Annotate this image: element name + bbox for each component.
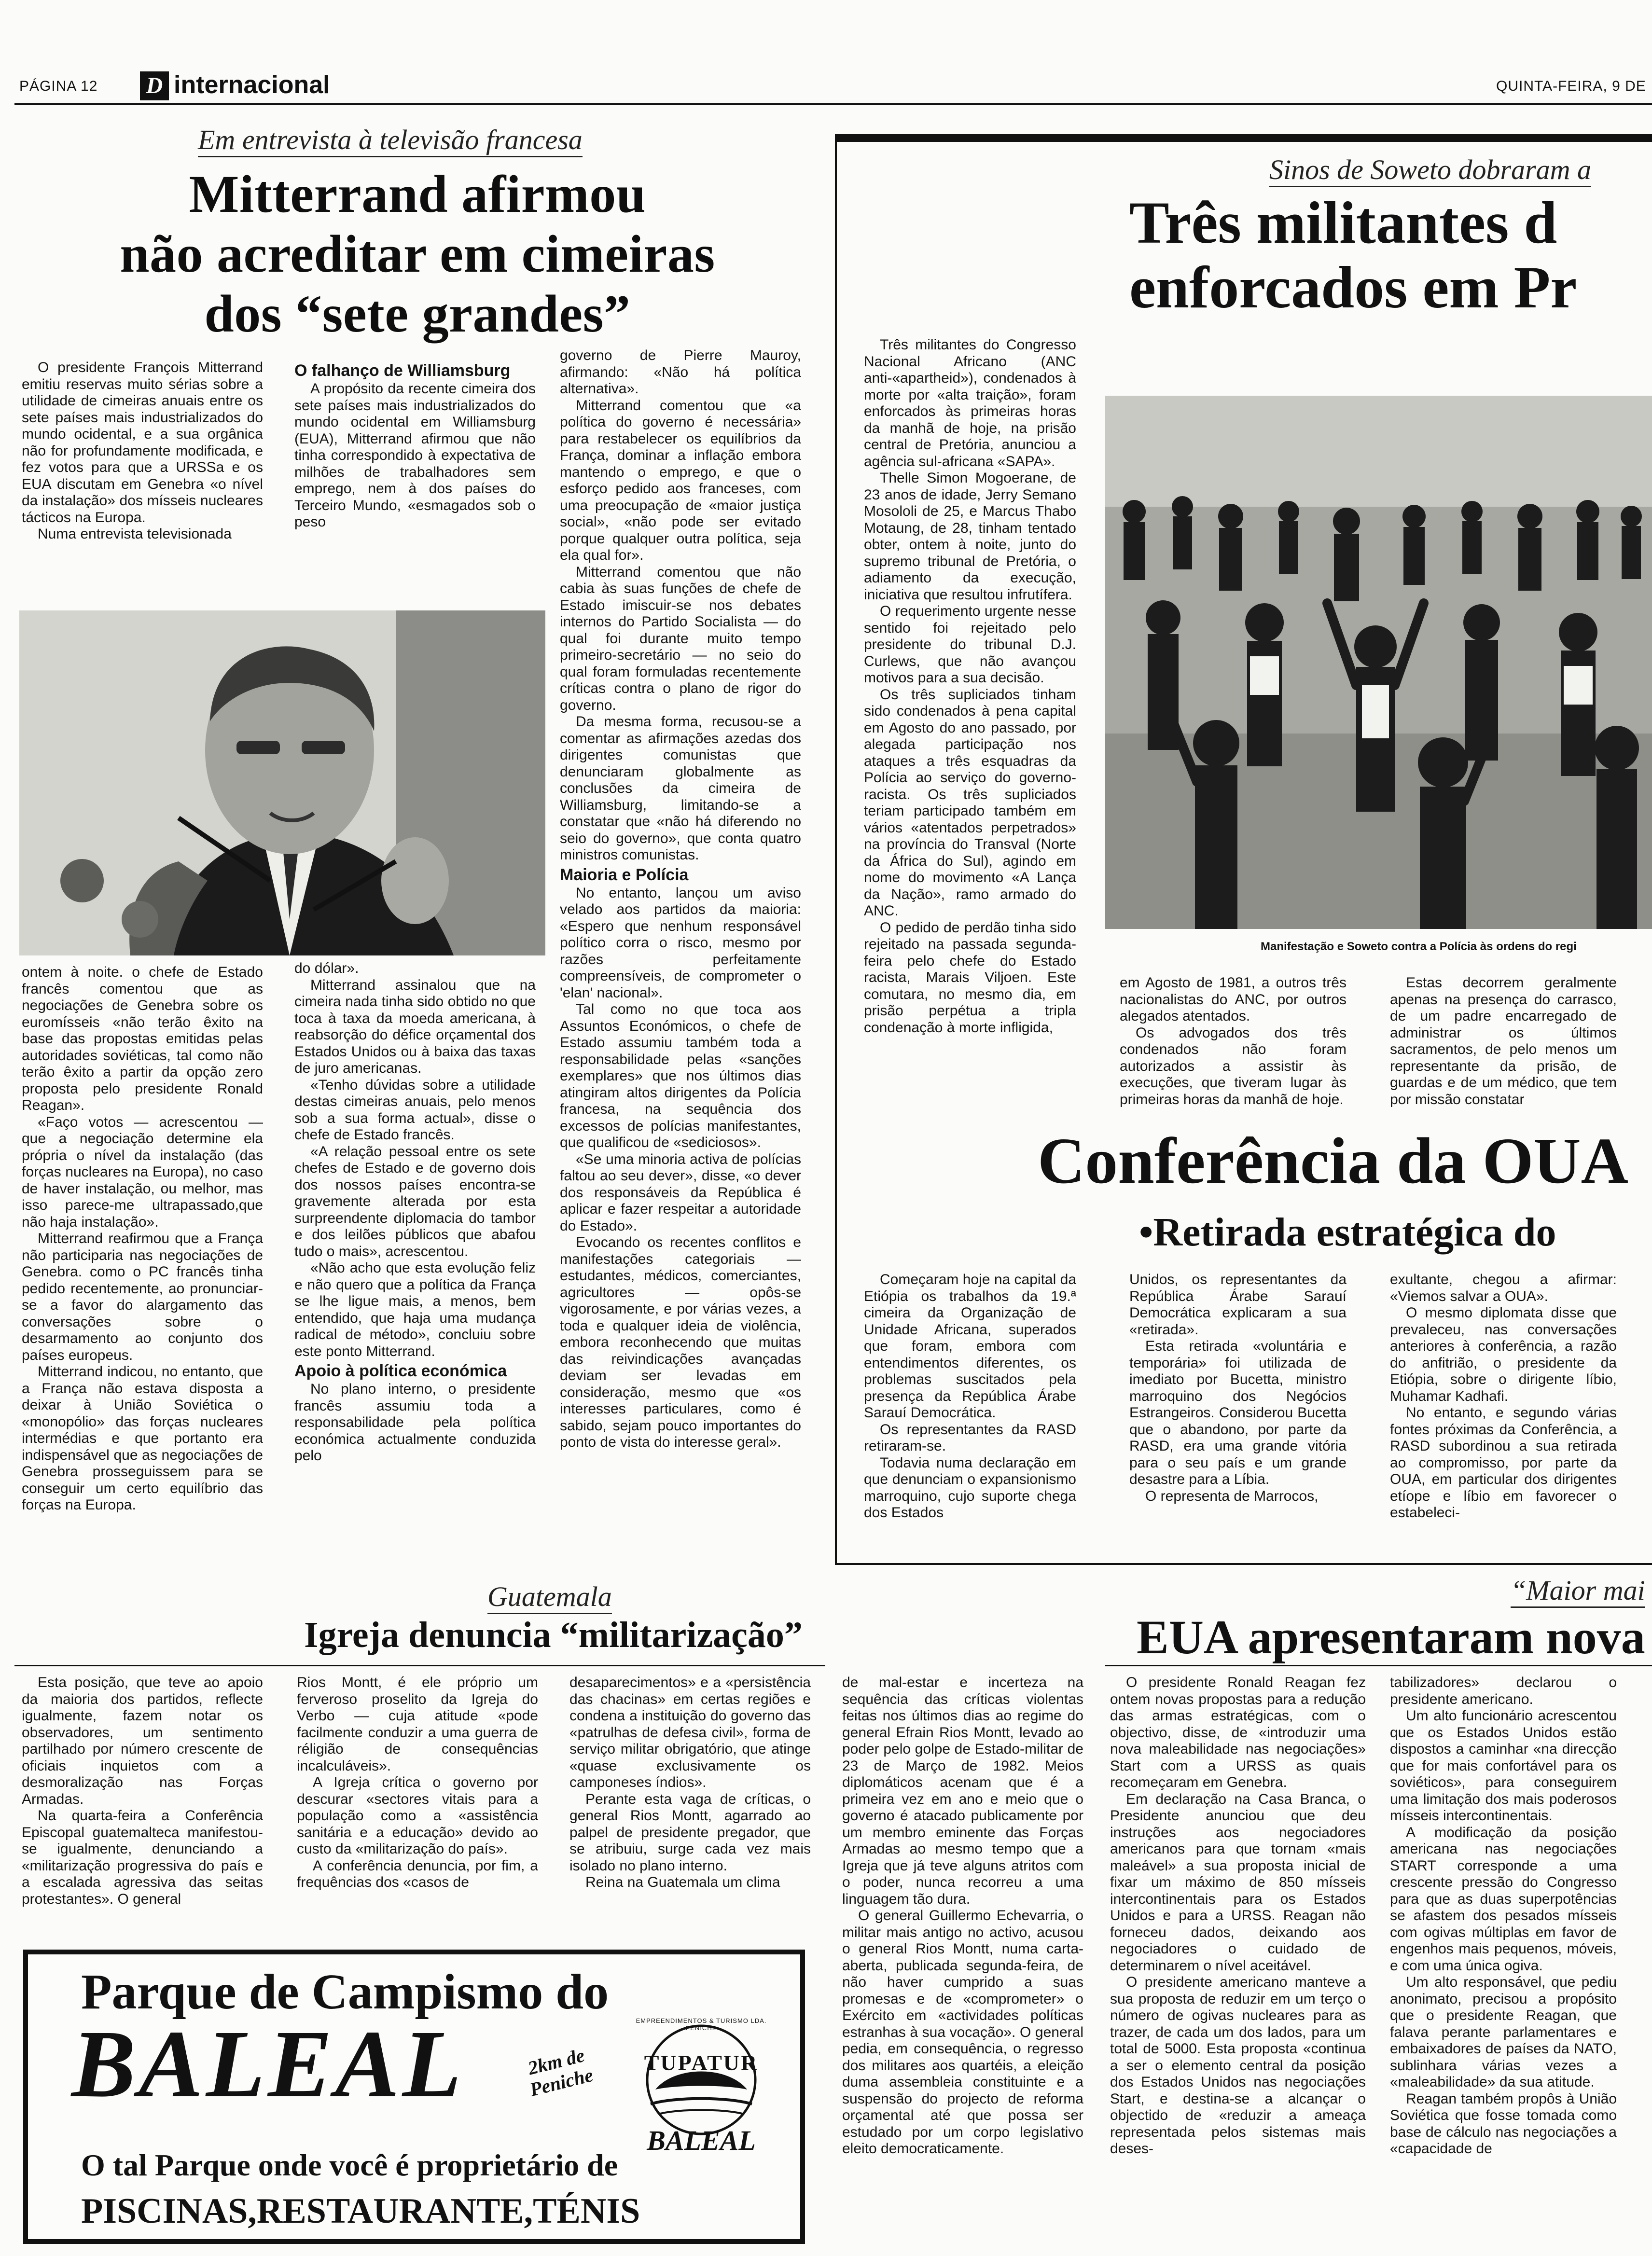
- paragraph: A Igreja crítica o governo por descurar «sectores vitais para a população como a «assistência sanitária e a educação» devido ao custo da «militarização do país».: [297, 1774, 538, 1857]
- ad-amenities: PISCINAS,RESTAURANTE,TÉNIS: [81, 2191, 640, 2231]
- tupatur-logo: [622, 2012, 781, 2157]
- subheading: O falhanço de Williamsburg: [294, 361, 511, 380]
- paragraph: Evocando os recentes conflitos e manifestações categoriais —estudantes, médicos, comerciantes, agricultores — opôs-se vigorosamente, e por várias vezes, a toda e qualquer ideia de violência, embora reconhecendo que muitas das reivindicações avançadas deviam ser levadas em consideração, mesmo que «os interesses particulares, como é sabido, sejam pouco importantes do ponto de vista do interesse geral».: [560, 1234, 801, 1450]
- paragraph: Em declaração na Casa Branca, o Presidente anunciou que deu instruções aos negociadores americanos para que tornam «mais maleável» a sua proposta inicial de fixar um máximo de 850 mísseis intercontinentais para os Estados Unidos e para a URSS. Reagan não forneceu dados, deixando aos negociadores o cuidado de determinarem o nível aceitável.: [1110, 1791, 1366, 1974]
- paragraph: Reina na Guatemala um clima: [585, 1874, 780, 1890]
- paragraph: «Tenho dúvidas sobre a utilidade destas cimeiras anuais, pelo menos sob a sua forma actual», disse o chefe de Estado francês.: [294, 1077, 536, 1143]
- paragraph: governo de Pierre Mauroy, afirmando: «Não há política alternativa».: [560, 347, 801, 397]
- paragraph: A propósito da recente cimeira dos sete países mais industrializados do mundo ocidental em Williamsburg (EUA), Mitterrand afirmou que não tinha correspondido à expectativa de milhões de trabalhadores sem emprego, nem à dos países do Terceiro Mundo, «esmagados sob o peso: [294, 381, 536, 530]
- soweto-kicker: Sinos de Soweto dobraram a: [1269, 153, 1591, 187]
- eua-rule: [1105, 1665, 1652, 1666]
- mitterrand-col1-top: [22, 360, 263, 543]
- subheading: Apoio à política económica: [294, 1362, 507, 1380]
- mitterrand-headline-line1: Mitterrand afirmou: [189, 165, 646, 223]
- guatemala-rule: [14, 1665, 825, 1666]
- paragraph: Esta retirada «voluntária e temporária» foi utilizada de imediato por Bucetta, ministro marroquino dos Negócios Estrangeiros. Considerou Bucetta que o abandono, por parte da RASD, era uma grande vitória para o seu país e um grande desastre para a Líbia.: [1129, 1338, 1347, 1487]
- mitterrand-photo: [19, 610, 545, 955]
- paragraph: Mitterrand indicou, no entanto, que a França não estava disposta a deixar à União Soviética o «monopólio» das forças nucleares intermédias e que portanto era indispensável que as negociações de Genebra prosseguissem para se conseguir um certo equilíbrio das forças na Europa.: [22, 1364, 263, 1513]
- paragraph: Esta posição, que teve ao apoio da maioria dos partidos, reflecte igualmente, fazem notar os observadores, um sentimento partilhado por número crescente de oficiais inquietos com a desmoralização nas Forças Armadas.: [22, 1675, 263, 1807]
- eua-col1: [1110, 1675, 1366, 2158]
- paragraph: tabilizadores» declarou o presidente americano.: [1390, 1675, 1617, 1707]
- guatemala-kicker: Guatemala: [487, 1580, 612, 1614]
- logo-ring-text: EMPREENDIMENTOS & TURISMO LDA. PENICHE: [636, 2017, 767, 2032]
- ad-title: Parque de Campismo do: [81, 1964, 609, 2020]
- paragraph: «A relação pessoal entre os sete chefes de Estado e de governo dois dos nossos países encontra-se gravemente alterada por esta surpreendente diplomacia do tambor e dos leilões públicos que abafou tudo o mais», acrescentou.: [294, 1143, 536, 1259]
- soweto-photo-caption: Manifestação e Soweto contra a Polícia às ordens do regi: [1261, 940, 1577, 953]
- paragraph: No entanto, lançou um aviso velado aos partidos da maioria: «Espero que nenhum responsável político corra o risco, mesmo por razões perfeitamente compreensíveis, de comprometer o 'elan' nacional».: [560, 885, 801, 1001]
- paragraph: Mitterrand comentou que não cabia às suas funções de chefe de Estado imiscuir-se nos debates internos do Partido Socialista — do qual foi durante muito tempo primeiro-secretário — no seio do qual foram formuladas recentemente críticas contra o plano de rigor do governo.: [560, 564, 801, 713]
- soweto-col3: [1390, 975, 1617, 1108]
- paragraph: Os três supliciados tinham sido condenados à pena capital em Agosto do ano passado, por alegada participação nos ataques a três esquadras da Polícia ao serviço do governo-racista. Os três supliciados teriam participado também em vários «atentados perpetrados» na província do Transval (Norte da África do Sul), agindo em nome do movimento «A Lança da Nação», ramo armado do ANC.: [864, 686, 1076, 919]
- paragraph: Rios Montt, é ele próprio um ferveroso proselito da Igreja do Verbo — cuja atitude «pode facilmente conduzir a uma guerra de réligião de consequências incalculáveis».: [297, 1675, 538, 1774]
- paragraph: desaparecimentos» e a «persistência das chacinas» em certas regiões e condena a instituição do governo das «patrulhas de defesa civil», forma de serviço militar obrigatório, que atinge «quase exclusivamente os camponeses índios».: [569, 1675, 811, 1790]
- soweto-photo: [1105, 396, 1652, 929]
- portrait-illustration: [19, 610, 545, 955]
- paragraph: Numa entrevista televisionada: [38, 526, 232, 542]
- paragraph: Da mesma forma, recusou-se a comentar as afirmações azedas dos dirigentes comunistas que denunciaram globalmente as conclusões da cimeira de Williamsburg, limitando-se a constatar que «não há diferendo no seio do governo», que conta quatro ministros comunistas.: [560, 714, 801, 863]
- paragraph: No entanto, e segundo várias fontes próximas da Conferência, a RASD subordinou a sua retirada ao compromisso, por parte da OUA, em particular dos dirigentes etíope e líbio em favorecer o estabeleci-: [1390, 1405, 1617, 1521]
- section-name: internacional: [174, 71, 330, 99]
- oua-headline: Conferência da OUA: [1038, 1125, 1628, 1197]
- oua-col2: [1129, 1272, 1347, 1505]
- guatemala-headline: Igreja denuncia “militarização”: [304, 1615, 803, 1655]
- eua-col2: [1390, 1675, 1617, 2158]
- ad-brand: BALEAL: [71, 2011, 464, 2118]
- paragraph: Tal como no que toca aos Assuntos Económicos, o chefe de Estado assumiu também toda a responsabilidade pelas «sanções exemplares» que nos últimos dias atingiram altos dirigentes da Polícia francesa, na sequência dos excessos de polícias manifestantes, que qualificou de «sediciosos».: [560, 1001, 801, 1150]
- paragraph: O general Guillermo Echevarria, o militar mais antigo no activo, acusou o general Rios Montt, numa carta-aberta, publicada segunda-feira, de não haver cumprido a suas promesas e de «comprometer» o Exército em «actividades políticas estranhas à sua vocação». O general pedia, em consequência, o regresso dos militares aos quartéis, a eleição duma assembleia constituinte e a suspensão do projecto de reforma orçamental até que possa ser estudado por um corpo legislativo eleito democraticamente.: [842, 1908, 1083, 2157]
- mitterrand-col2-top: [294, 360, 536, 531]
- oua-col1: [864, 1272, 1076, 1522]
- guatemala-col4: [842, 1675, 1083, 2158]
- soweto-headline-line2: enforcados em Pr: [1129, 254, 1577, 320]
- logo-text: TUPATUR: [644, 2050, 759, 2075]
- paragraph: Três militantes do Congresso Nacional Africano (ANC anti-«apartheid»), condenados à morte por «alta traição», foram enforcados às primeiras horas da manhã de hoje, na prisão central de Pretória, anunciou a agência sul-africana «SAPA».: [864, 337, 1076, 470]
- mitterrand-headline-line3: dos “sete grandes”: [204, 284, 631, 343]
- paragraph: «Faço votos — acrescentou — que a negociação determine ela própria o nível da instalação (das forças nucleares na Europa), no caso de haver instalação, ou melhor, mas isso parece-me ultrapassado,que não haja instalação».: [22, 1114, 263, 1230]
- paragraph: O presidente Ronald Reagan fez ontem novas propostas para a redução das armas estratégicas, com o objectivo, disse, de «introduzir uma nova maleabilidade nas negociações» Start com a URSS as quais recomeçaram em Genebra.: [1110, 1675, 1366, 1790]
- page-label: PÁGINA 12: [19, 78, 98, 94]
- subheading: Maioria e Polícia: [560, 865, 689, 884]
- paragraph: O presidente americano manteve a sua proposta de reduzir em um terço o número de ogivas nucleares para as trazer, de cada um dos lados, para um total de 5000. Esta proposta «continua a ser o elemento central da posição dos Estados Unidos nas negociações Start, e destina-se a alcançar o objectido de «reduzir a ameaça representada pelos sistemas mais deses-: [1110, 1974, 1366, 2157]
- paragraph: O presidente François Mitterrand emitiu reservas muito sérias sobre a utilidade de cimeiras anuais entre os sete países mais industrializados do mundo ocidental, e a sua orgânica não for profundamente modificada, e fez votos para que a URSSa e os EUA discutam em Genebra «o nível da instalação» dos mísseis nucleares tácticos na Europa.: [22, 360, 263, 526]
- paragraph: exultante, chegou a afirmar: «Viemos salvar a OUA».: [1390, 1272, 1617, 1304]
- paragraph: Os advogados dos três condenados não foram autorizados a assistir às execuções, que tiveram lugar às primeiras horas da manhã de hoje.: [1120, 1024, 1347, 1107]
- paragraph: O requerimento urgente nesse sentido foi rejeitado pelo presidente do tribunal D.J. Curlews, que não avançou motivos para a sua decisão.: [864, 603, 1076, 686]
- paragraph: Unidos, os representantes da República Árabe Sarauí Democrática explicaram a sua «retirada».: [1129, 1272, 1347, 1338]
- paragraph: Mitterrand reafirmou que a França não participaria nas negociações de Genebra. como o PC francês tinha pedido recentemente, ao pronunciar-se a favor do alargamento das conversações sobre o desarmamento ao conjunto dos países europeus.: [22, 1231, 263, 1363]
- paragraph: Mitterrand comentou que «a política do governo é necessária» para restabelecer os equilíbrios da França, dominar a inflação embora mantendo o emprego, e que o esforço pedido aos franceses, com uma preocupação de «maior justiça social», «não pode ser evitado porque qualquer outra política, seja ela qual for».: [560, 397, 801, 563]
- date-line: QUINTA-FEIRA, 9 DE: [1496, 78, 1646, 94]
- masthead: [0, 68, 1652, 101]
- paragraph: O mesmo diplomata disse que prevaleceu, nas conversações anteriores à conferência, a razão do anfitrião, o presidente da Etiópia, sobre o dirigente líbio, Muhamar Kadhafi.: [1390, 1305, 1617, 1404]
- paragraph: do dólar».: [294, 960, 359, 976]
- eua-kicker: “Maior mai: [1511, 1574, 1645, 1608]
- mitterrand-headline-line2: não acreditar em cimeiras: [120, 224, 715, 283]
- paragraph: em Agosto de 1981, a outros três nacionalistas do ANC, por outros alegados atentados.: [1120, 975, 1347, 1024]
- paragraph: O pedido de perdão tinha sido rejeitado na passada segunda-feira pelo chefe do Estado racista, Marais Viljoen. Este comutara, no mesmo dia, em prisão perpétua a tripla condenação à morte infligida,: [864, 919, 1076, 1036]
- mitterrand-col2-bottom: [294, 960, 536, 1465]
- paragraph: No plano interno, o presidente francês assumiu toda a responsabilidade pela política económica actualmente conduzida pelo: [294, 1381, 536, 1464]
- paragraph: O representa de Marrocos,: [1145, 1488, 1319, 1504]
- paragraph: Na quarta-feira a Conferência Episcopal guatemalteca manifestou-se igualmente, denunciando a «militarização progressiva do país e a escalada agressiva das seitas protestantes». O general: [22, 1808, 263, 1907]
- mitterrand-col1-bottom: [22, 964, 263, 1514]
- eua-headline: EUA apresentaram nova: [1137, 1610, 1645, 1664]
- soweto-col2: [1120, 975, 1347, 1108]
- ad-distance: 2km de Peniche: [526, 2044, 596, 2101]
- paragraph: Todavia numa declaração em que denunciam o expansionismo marroquino, cujo suporte chega dos Estados: [864, 1454, 1076, 1521]
- soweto-col1: [864, 337, 1076, 1036]
- paragraph: A modificação da posição americana nas negociações START corresponde a uma crescente pressão do Congresso para que as duas superpotências se afastem dos pesados mísseis com ogivas múltiplas em favor de engenhos mais pequenos, móveis, e com uma única ogiva.: [1390, 1824, 1617, 1974]
- paragraph: Perante esta vaga de críticas, o general Rios Montt, agarrado ao palpel de presidente pregador, que se atribuiu, surge cada vez mais isolado no plano interno.: [569, 1791, 811, 1874]
- guatemala-col3: [569, 1675, 811, 1891]
- paragraph: Thelle Simon Mogoerane, de 23 anos de idade, Jerry Semano Mosololi de 25, e Marcus Thabo Motaung, de 28, tinham tentado obter, ontem à noite, junto do supremo tribunal de Pretória, o adiamento da execução, iniciativa que resultou infrutífera.: [864, 470, 1076, 603]
- oua-col3: [1390, 1272, 1617, 1522]
- oua-subheadline: •Retirada estratégica do: [1139, 1210, 1556, 1255]
- paragraph: Começaram hoje na capital da Etiópia os trabalhos da 19.ª cimeira da Organização de Unidade Africana, superados que foram, embora com entendimentos diferentes, os problemas suscitados pela presença da República Árabe Sarauí Democrática.: [864, 1272, 1076, 1421]
- ad-tagline: O tal Parque onde você é proprietário de: [81, 2148, 618, 2182]
- paragraph: Os representantes da RASD retiraram-se.: [864, 1421, 1076, 1454]
- soweto-headline: [1129, 191, 1652, 320]
- masthead-rule: [14, 103, 1652, 105]
- soweto-headline-line1: Três militantes d: [1129, 191, 1557, 256]
- paragraph: Estas decorrem geralmente apenas na presença do carrasco, de um padre encarregado de administrar os últimos sacramentos, de pelo menos um representante da prisão, de guardas e de um médico, que tem por missão constatar: [1390, 975, 1617, 1107]
- mitterrand-col3: [560, 347, 801, 1451]
- paragraph: Um alto responsável, que pediu anonimato, precisou a propósito que o presidente Reagan, que falava perante parlamentares e embaixadores de países da NATO, sublinhara várias vezes a «maleabilidade» da sua atitude.: [1390, 1974, 1617, 2090]
- baleal-ad: [23, 1950, 805, 2244]
- mitterrand-headline: [19, 164, 816, 344]
- paragraph: ontem à noite. o chefe de Estado francês comentou que as negociações de Genebra sobre os euromísseis «não terão êxito na base das propostas emitidas pelas autoridades soviéticas, tal como não terão êxito a partir da opção zero proposta pelo presidente Ronald Reagan».: [22, 964, 263, 1113]
- paragraph: Reagan também propôs à União Soviética que fosse tomada como base de cálculo nas negociações a «capacidade de: [1390, 2090, 1617, 2157]
- paragraph: de mal-estar e incerteza na sequência das críticas violentas feitas nos últimos dias ao regime do general Efrain Rios Montt, levado ao poder pelo golpe de Estado-militar de 23 de Março de 1982. Meios diplomáticos acenam que é a primeira vez em ano e meio que o governo é atacado publicamente por um membro eminente das Forças Armadas ao mesmo tempo que a Igreja que já teve alguns atritos com o poder, nunca recorreu a uma linguagem tão dura.: [842, 1675, 1083, 1907]
- paragraph: «Se uma minoria activa de polícias faltou ao seu dever», disse, «o dever dos responsáveis da República é aplicar e fazer respeitar a autoridade do Estado».: [560, 1151, 801, 1234]
- paragraph: Mitterrand assinalou que na cimeira nada tinha sido obtido no que toca à taxa da moeda americana, à reabsorção do défice orçamental dos Estados Unidos ou à baixa das taxas de juro americanas.: [294, 977, 536, 1076]
- paragraph: «Não acho que esta evolução feliz e não quero que a política da França se lhe ligue mais, a menos, bem entendido, que haja uma mudança radical de método», concluiu sobre este ponto Mitterrand.: [294, 1260, 536, 1359]
- paragraph: A conferência denuncia, por fim, a frequências dos «casos de: [297, 1857, 538, 1890]
- paragraph: Um alto funcionário acrescentou que os Estados Unidos estão dispostos a caminhar «na direcção que for mais confortável para os soviéticos», para conseguirem uma limitação dos mais poderosos mísseis intercontinentais.: [1390, 1708, 1617, 1824]
- section-logo-icon: D: [140, 71, 169, 100]
- logo-caption: BALEAL: [647, 2125, 756, 2156]
- mitterrand-kicker: Em entrevista à televisão francesa: [198, 124, 583, 157]
- guatemala-col1: [22, 1675, 263, 1908]
- guatemala-col2: [297, 1675, 538, 1891]
- crowd-illustration: [1105, 396, 1652, 929]
